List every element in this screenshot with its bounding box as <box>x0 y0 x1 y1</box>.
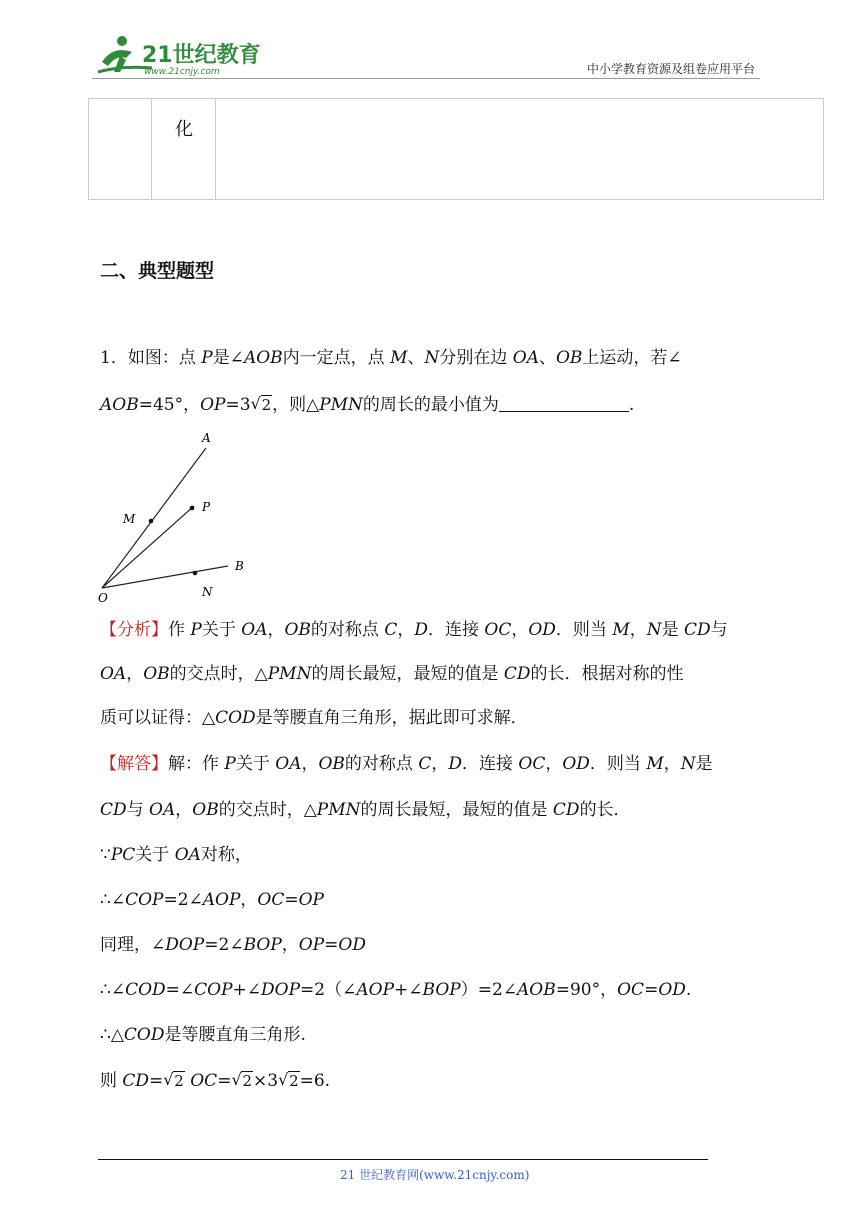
solution-line-4: ∴∠COP=2∠AOP，OC=OP <box>100 890 325 910</box>
problem-line-2: AOB=45°，OP=3√ 2，则△PMN的周长的最小值为 . <box>100 395 764 415</box>
ray-oa <box>102 448 206 588</box>
analysis-tag: 【分析】 <box>100 620 168 640</box>
logo-subtext: www.21cnjy.com <box>144 67 220 77</box>
label-p: P <box>202 500 211 514</box>
label-m: M <box>123 512 136 526</box>
point-p <box>190 506 195 511</box>
table-fragment <box>88 98 824 200</box>
footer-text: 21 世纪教育网(www.21cnjy.com) <box>340 1168 530 1182</box>
sqrt-symbol: √ 2 <box>251 395 273 415</box>
point-m <box>149 519 154 524</box>
section-title: 二、典型题型 <box>100 260 215 282</box>
logo-runner-icon <box>92 32 262 80</box>
table-divider <box>215 99 216 199</box>
analysis-line-2: OA，OB的交点时，△PMN的周长最短，最短的值是 CD的长．根据对称的性 <box>100 664 684 684</box>
label-a: A <box>202 431 211 445</box>
analysis-line-3: 质可以证得：△COD是等腰直角三角形，据此即可求解． <box>100 708 528 728</box>
solution-tag: 【解答】 <box>100 754 168 774</box>
header-platform-name: 中小学教育资源及组卷应用平台 <box>586 62 755 76</box>
solution-line-3: ∵PC关于 OA对称， <box>100 845 252 865</box>
label-n: N <box>202 585 213 599</box>
point-n <box>193 571 198 576</box>
geometry-figure <box>96 428 256 606</box>
problem-line-1: 1．如图：点 P是∠AOB内一定点，点 M、N分别在边 OA、OB上运动，若∠ <box>100 348 682 368</box>
label-b: B <box>235 559 244 573</box>
analysis-line-1: 【分析】作 P关于 OA，OB的对称点 C，D．连接 OC，OD．则当 M，N是 CD与 <box>100 620 728 640</box>
answer-blank <box>499 395 629 412</box>
solution-line-2: CD与 OA，OB的交点时，△PMN的周长最短，最短的值是 CD的长． <box>100 800 631 820</box>
solution-line-5: 同理，∠DOP=2∠BOP，OP=OD <box>100 935 366 955</box>
solution-line-7: ∴△COD是等腰直角三角形. <box>100 1025 306 1045</box>
table-divider <box>151 99 152 199</box>
sqrt-symbol: √ 2 <box>163 1071 185 1091</box>
sqrt-symbol: √ 2 <box>231 1071 253 1091</box>
ray-op <box>102 506 194 588</box>
label-o: O <box>98 591 108 605</box>
table-cell-text: 化 <box>175 119 193 140</box>
sqrt-symbol: √ 2 <box>278 1071 300 1091</box>
footer-divider <box>98 1159 708 1160</box>
solution-line-6: ∴∠COD=∠COP+∠DOP=2（∠AOP+∠BOP）=2∠AOB=90°，OC=OD. <box>100 980 692 1000</box>
solution-line-8: 则 CD=√ 2 OC=√ 2×3√ 2=6. <box>100 1071 764 1091</box>
logo-text: 21世纪教育 <box>142 43 261 68</box>
site-logo <box>92 32 262 80</box>
header-divider <box>92 78 760 79</box>
solution-line-1: 【解答】解：作 P关于 OA，OB的对称点 C，D．连接 OC，OD．则当 M，N是 <box>100 754 713 774</box>
